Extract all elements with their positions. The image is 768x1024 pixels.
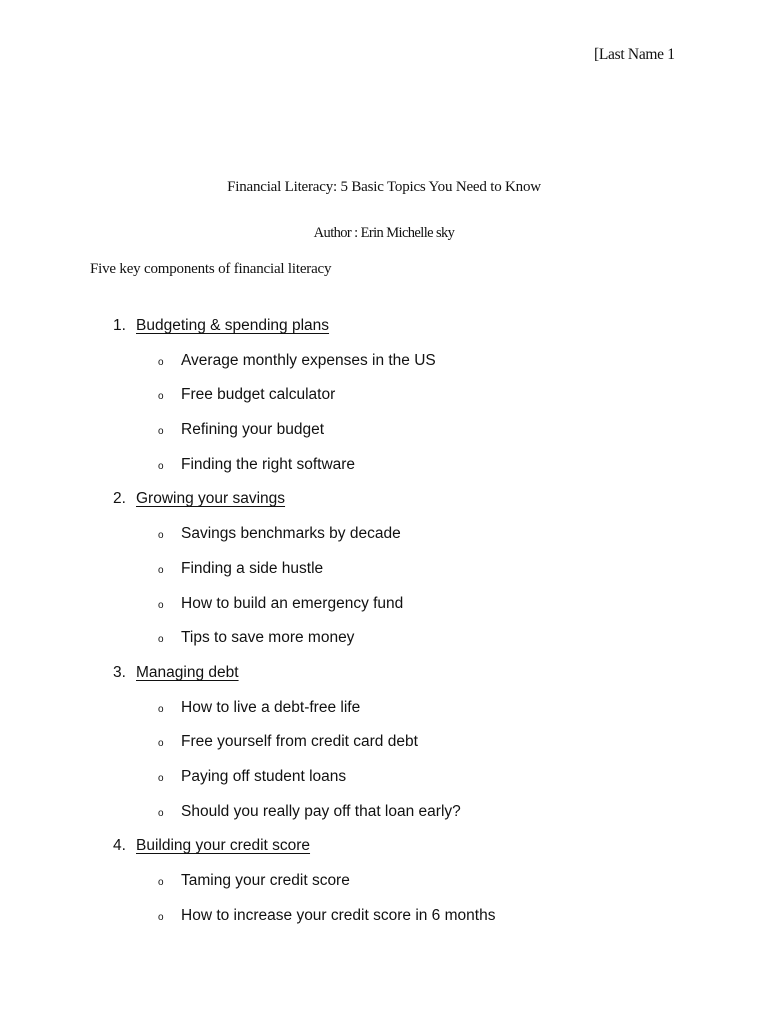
- list-item: [0, 905, 768, 940]
- author-line: Author : Erin Michelle sky: [313, 225, 455, 241]
- bullet-icon: o: [158, 634, 164, 646]
- bullet-icon: o: [158, 530, 164, 542]
- section-number: 2.: [113, 490, 126, 508]
- list-item: [0, 697, 768, 732]
- outline-section: [0, 835, 768, 870]
- list-item: [0, 870, 768, 905]
- bullet-icon: o: [158, 426, 164, 438]
- bullet-icon: o: [158, 564, 164, 576]
- outline-section: [0, 315, 768, 350]
- list-item-text: Taming your credit score: [181, 872, 350, 889]
- list-item: [0, 419, 768, 454]
- list-item-text: Finding a side hustle: [181, 559, 324, 577]
- list-item: [0, 801, 768, 836]
- section-topic: Managing debt: [136, 663, 239, 681]
- list-item-text: Paying off student loans: [181, 767, 347, 785]
- section-topic: Budgeting & spending plans: [136, 317, 330, 334]
- list-item-text: Finding the right software: [181, 455, 356, 473]
- document-title: Financial Literacy: 5 Basic Topics You Need to Know: [227, 179, 541, 195]
- list-item-text: How to live a debt-free life: [181, 698, 361, 716]
- list-item: [0, 454, 768, 489]
- list-item: [0, 523, 768, 558]
- section-topic: Growing your savings: [136, 490, 286, 508]
- list-item: [0, 350, 768, 385]
- list-item: [0, 627, 768, 662]
- list-item-text: How to build an emergency fund: [181, 594, 404, 612]
- running-head: [Last Name 1: [594, 46, 675, 63]
- list-item-text: Average monthly expenses in the US: [181, 351, 436, 369]
- section-number: 3.: [113, 663, 126, 681]
- bullet-icon: o: [158, 772, 164, 784]
- bullet-icon: o: [158, 911, 164, 923]
- list-item: [0, 766, 768, 801]
- bullet-icon: o: [158, 738, 164, 750]
- section-number: 1.: [113, 317, 126, 334]
- bullet-icon: o: [158, 877, 164, 888]
- bullet-icon: o: [158, 460, 164, 472]
- list-item-text: Should you really pay off that loan early?: [181, 802, 461, 820]
- bullet-icon: o: [158, 391, 164, 403]
- outline-list: [0, 315, 768, 939]
- list-item-text: Refining your budget: [181, 421, 325, 439]
- list-item-text: How to increase your credit score in 6 months: [181, 906, 496, 924]
- bullet-icon: o: [158, 703, 164, 715]
- list-item: [0, 593, 768, 628]
- section-number: 4.: [113, 837, 126, 855]
- intro-text: Five key components of financial literacy: [90, 261, 332, 277]
- outline-section: [0, 488, 768, 523]
- outline-section: [0, 662, 768, 697]
- list-item-text: Savings benchmarks by decade: [181, 525, 401, 543]
- list-item: [0, 731, 768, 766]
- list-item: [0, 558, 768, 593]
- list-item: [0, 384, 768, 419]
- bullet-icon: o: [158, 807, 164, 819]
- list-item-text: Tips to save more money: [181, 629, 355, 647]
- section-topic: Building your credit score: [136, 837, 311, 855]
- list-item-text: Free yourself from credit card debt: [181, 733, 418, 751]
- bullet-icon: o: [158, 599, 164, 611]
- list-item-text: Free budget calculator: [181, 386, 336, 404]
- bullet-icon: o: [158, 356, 164, 368]
